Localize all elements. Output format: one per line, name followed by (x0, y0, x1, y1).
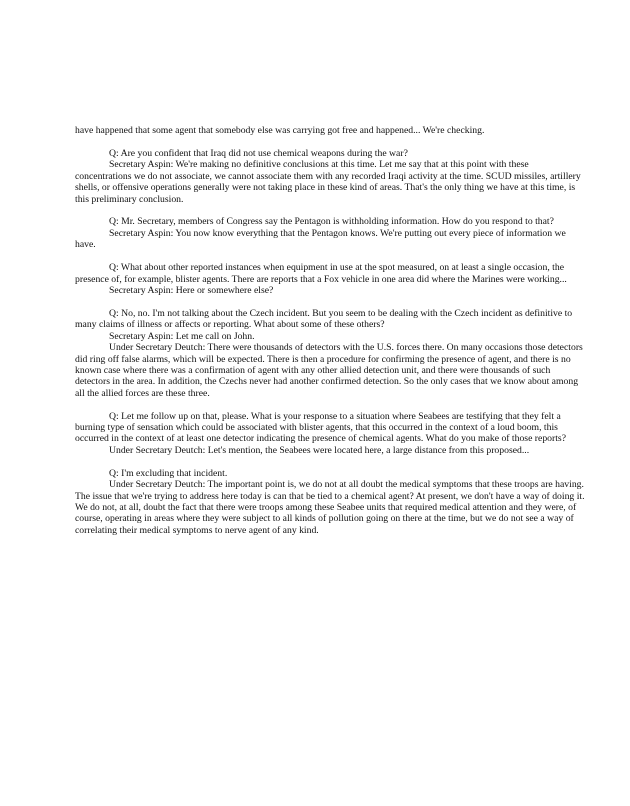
paragraph-spacer (75, 205, 585, 217)
transcript-paragraph: Secretary Aspin: We're making no definitive conclusions at this time. Let me say that at this point with these concentrations we do not associate, we cannot associate them with any recorded Iraqi activity at the time. SCUD missiles, artillery shells, or offensive operations generally were not taking place in these kind of areas. That's the only thing we have at this time, is this preliminary conclusion. (75, 159, 581, 205)
transcript-paragraph: Under Secretary Deutch: Let's mention, the Seabees were located here, a large distance from this proposed... (109, 444, 530, 456)
transcript-paragraph: have happened that some agent that somebody else was carrying got free and happened... We're checking. (75, 125, 485, 136)
transcript-paragraph: Under Secretary Deutch: There were thousands of detectors with the U.S. forces there. On many occasions those detectors did ring off false alarms, which will be expected. There is then a procedure for confirming the presence of agent, and there is no known case where there was a confirmation of agent with any other allied detection unit, and there were thousands of such detectors in the area. In addition, the Czechs never had another confirmed detection. So the only cases that we know about among all the allied forces are these three. (75, 342, 583, 399)
transcript-paragraph: Secretary Aspin: Here or somewhere else? (109, 284, 274, 296)
transcript-paragraph: Q: I'm excluding that incident. (109, 467, 228, 479)
transcript-body (75, 125, 585, 536)
transcript-paragraph: Q: Let me follow up on that, please. What is your response to a situation where Seabees are testifying that they felt a burning type of sensation which could be associated with blister agents, that this occurred in the context of a loud boom, this occurred in the context of at least one detector indicating the presence of chemical agents. What do you make of those reports? (75, 410, 567, 445)
paragraph-spacer (75, 251, 585, 263)
paragraph-spacer (75, 296, 585, 308)
transcript-paragraph: Q: No, no. I'm not talking about the Czech incident. But you seem to be dealing with the Czech incident as definitive to many claims of illness or affects or reporting. What about some of these others? (75, 307, 573, 331)
paragraph-spacer (75, 136, 585, 148)
transcript-paragraph: Secretary Aspin: You now know everything that the Pentagon knows. We're putting out every piece of information we have. (75, 227, 566, 251)
transcript-paragraph: Under Secretary Deutch: The important point is, we do not at all doubt the medical symptoms that these troops are having. The issue that we're trying to address here today is can that be tied to a chemical agent? At present, we don't have a way of doing it. We do not, at all, doubt the fact that there were troops among these Seabee units that required medical attention and they were, of course, operating in areas where they were subject to all kinds of pollution going on there at the time, but we do not see a way of correlating their medical symptoms to nerve agent of any kind. (75, 479, 585, 536)
transcript-paragraph: Q: Mr. Secretary, members of Congress say the Pentagon is withholding information. How do you respond to that? (109, 216, 554, 228)
transcript-paragraph: Q: Are you confident that Iraq did not use chemical weapons during the war? (109, 147, 408, 159)
transcript-paragraph: Q: What about other reported instances when equipment in use at the spot measured, on at least a single occasion, the presence of, for example, blister agents. There are reports that a Fox vehicle in one area did where the Marines were working... (75, 262, 567, 285)
paragraph-spacer (75, 456, 585, 468)
transcript-paragraph: Secretary Aspin: Let me call on John. (109, 330, 255, 342)
paragraph-spacer (75, 399, 585, 411)
